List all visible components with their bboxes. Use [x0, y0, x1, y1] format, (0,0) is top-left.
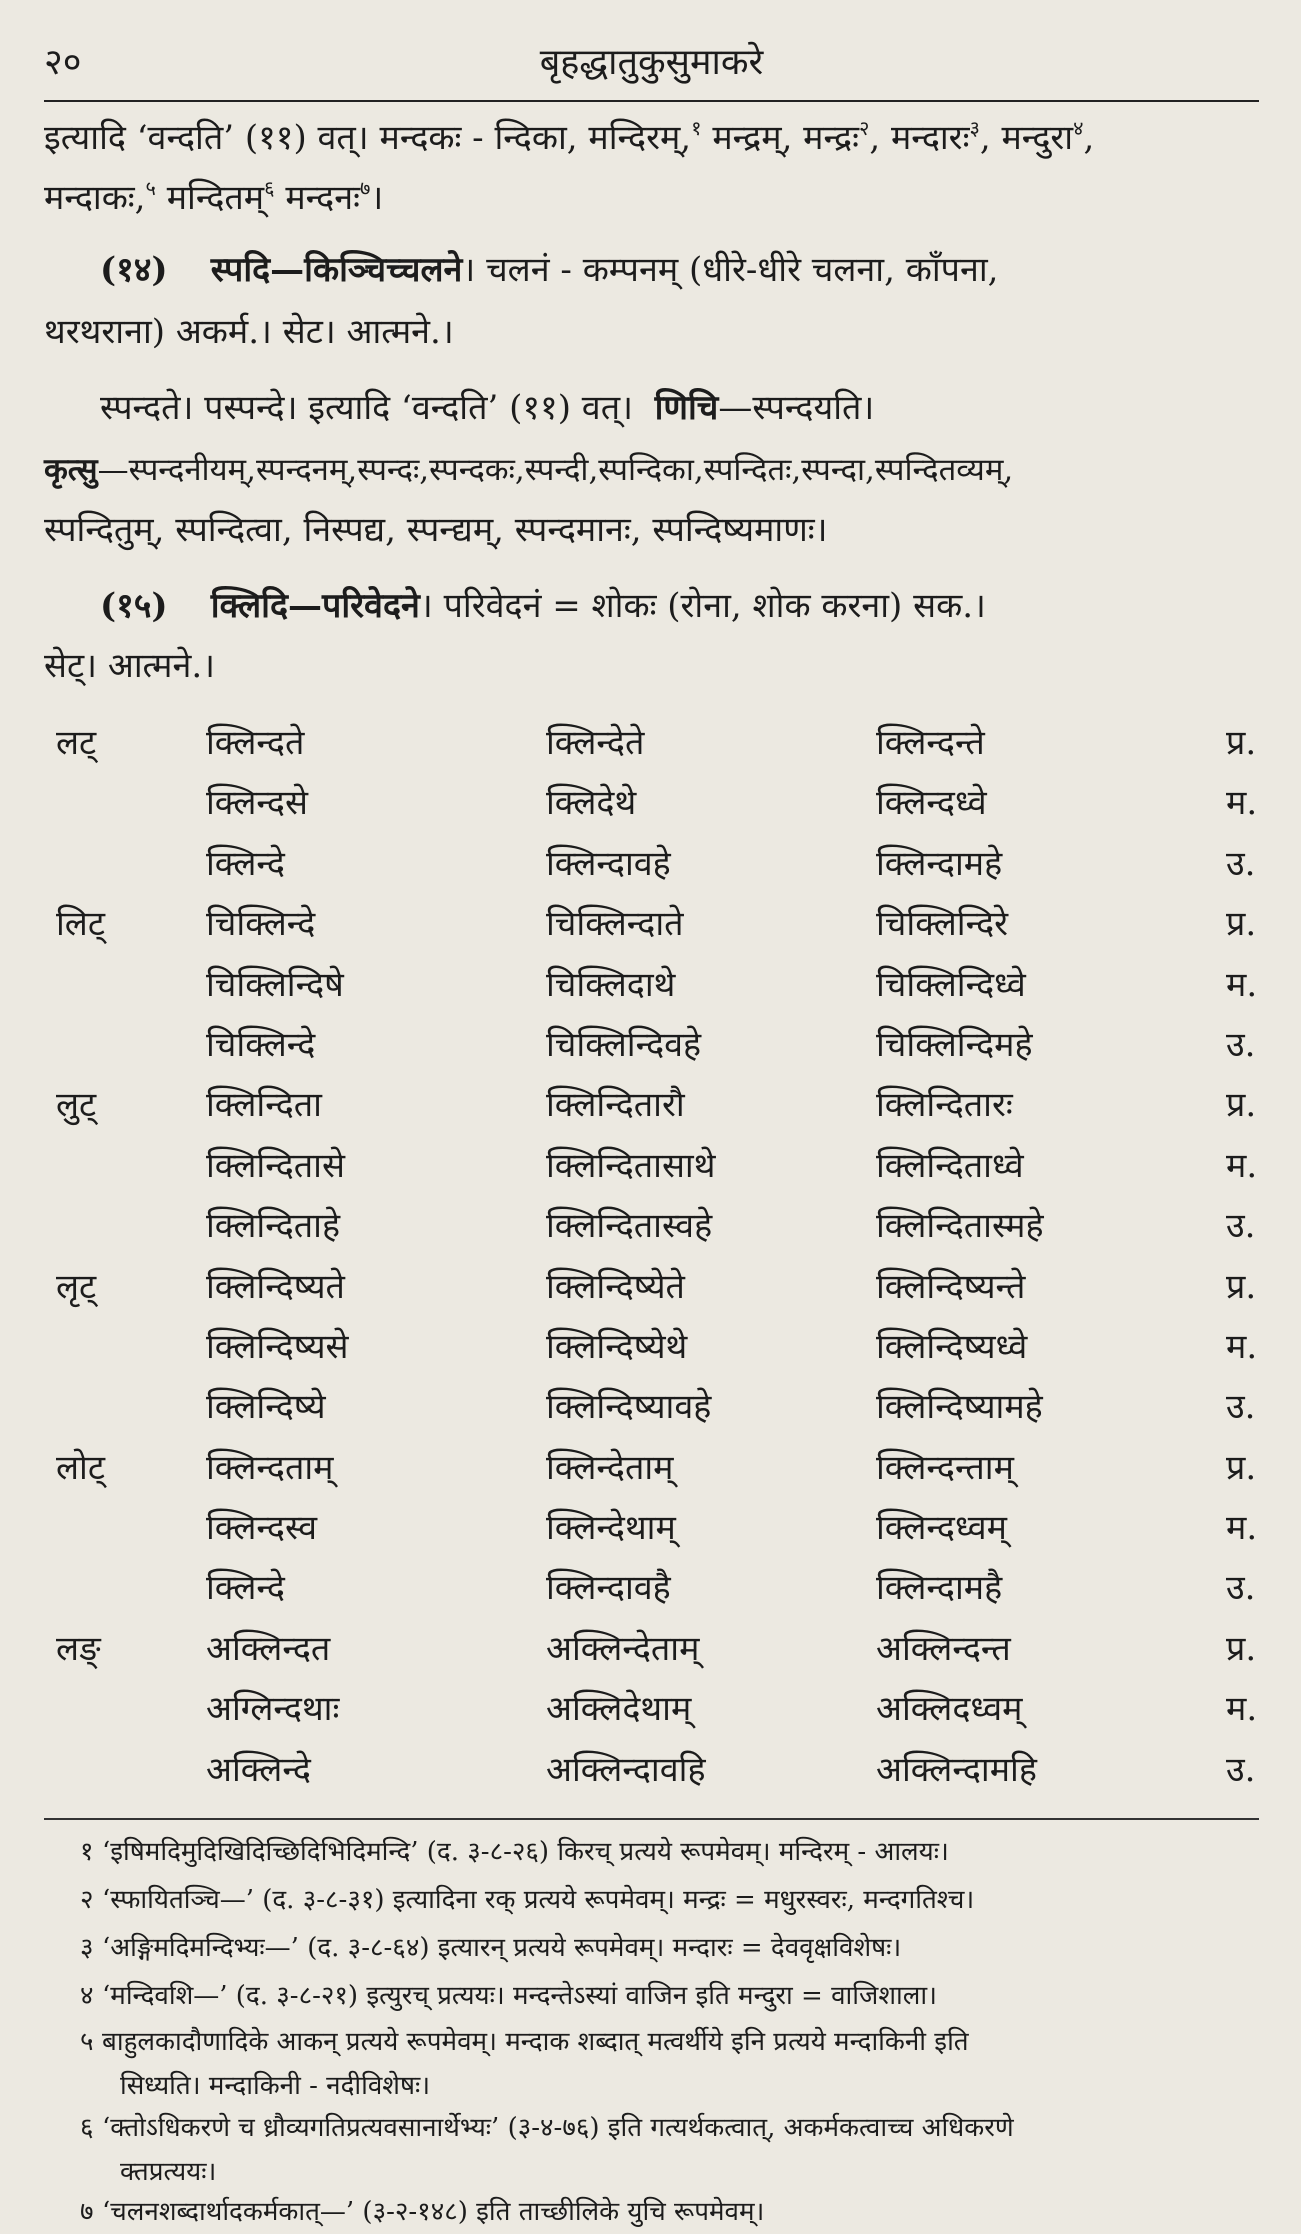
form-singular: अग्लिन्दथाः [206, 1689, 340, 1730]
footnote-number: ६ [80, 2113, 94, 2143]
person-label: म. [1226, 1689, 1258, 1730]
section-number: (१५) [100, 586, 168, 626]
form-singular: क्लिन्दसे [206, 783, 308, 824]
form-singular: क्लिन्दे [206, 843, 285, 884]
person-label: उ. [1226, 1206, 1256, 1247]
person-label: उ. [1226, 843, 1256, 884]
form-dual: चिक्लिन्दाते [546, 904, 684, 945]
form-plural: चिक्लिन्दिमहे [876, 1024, 1033, 1065]
footnote [80, 1926, 1270, 1970]
form-dual: क्लिन्दितास्वहे [546, 1206, 713, 1247]
footnote-rule [44, 1818, 1259, 1820]
table-row [56, 1739, 1266, 1799]
footnote-text: ‘स्फायितञ्चि—’ (द. ३-८-३१) इत्यादिना रक् प्रत्यये रूपमेवम्। मन्द्रः = मधुरस्वरः, मन्दगतिश्च। [102, 1885, 975, 1915]
form-plural: क्लिन्दितास्महे [876, 1206, 1044, 1247]
table-row [56, 1437, 1266, 1497]
table-row [56, 1256, 1266, 1316]
person-label: प्र. [1226, 1628, 1257, 1669]
form-plural: क्लिन्दामहै [876, 1568, 1003, 1609]
footnote-text: ‘इषिमदिमुदिखिदिच्छिदिभिदिमन्दि’ (द. ३-८-२६) किरच् प्रत्यये रूपमेवम्। मन्दिरम् - आलयः। [102, 1837, 949, 1867]
form-plural: अक्लिदध्वम् [876, 1689, 1023, 1730]
person-label: म. [1226, 1508, 1258, 1549]
page-header [44, 36, 1259, 96]
footnote [80, 1830, 1270, 1874]
person-label: प्र. [1226, 1085, 1257, 1126]
form-singular: क्लिन्दते [206, 723, 305, 763]
table-row [56, 1376, 1266, 1436]
paragraph-line: इत्यादि ‘वन्दति’ (११) वत्। मन्दकः - न्दिका, मन्दिरम्,$^१$ मन्द्रम्, मन्द्रः$^२$, मन्दारः$^३$, मन्दुरा$^४$, [44, 116, 1095, 158]
form-plural: क्लिन्दन्ते [876, 723, 985, 763]
form-singular: चिक्लिन्दे [206, 904, 316, 945]
form-singular: क्लिन्दितासे [206, 1145, 345, 1186]
footnote-text: ‘क्तोऽधिकरणे च ध्रौव्यगतिप्रत्यवसानार्थेभ्यः’ (३-४-७६) इति गत्यर्थकत्वात्, अकर्मकत्वाच्च अधिकरणे [102, 2113, 1014, 2143]
running-title: बृहद्धातुकुसुमाकरे [539, 42, 764, 83]
table-row [56, 1135, 1266, 1195]
section-14-heading-line: (१४) स्पदि—किञ्चिच्चलने। चलनं - कम्पनम् (धीरे-धीरे चलना, काँपना, [100, 250, 999, 290]
form-plural: क्लिन्दिष्यन्ते [876, 1266, 1026, 1307]
form-plural: अक्लिन्दन्त [876, 1628, 1011, 1669]
person-label: म. [1226, 1326, 1258, 1367]
person-label: प्र. [1226, 1447, 1257, 1488]
form-dual: अक्लिन्दावहि [546, 1749, 706, 1790]
section-heading: क्लिदि—परिवेदने [210, 586, 420, 626]
form-dual: क्लिन्दावहे [546, 843, 671, 884]
paragraph-line: स्पन्दितुम्, स्पन्दित्वा, निस्पद्य, स्पन्द्यम्, स्पन्दमानः, स्पन्दिष्यमाणः। [44, 510, 828, 550]
person-label: म. [1226, 783, 1258, 824]
footnote [80, 1878, 1270, 1922]
table-row [56, 1618, 1266, 1678]
form-dual: क्लिदेथे [546, 783, 637, 824]
table-row [56, 1316, 1266, 1376]
form-singular: चिक्लिन्दे [206, 1024, 316, 1065]
form-plural: क्लिन्दन्ताम् [876, 1447, 1014, 1488]
person-label: उ. [1226, 1749, 1256, 1790]
person-label: म. [1226, 1145, 1258, 1186]
paragraph-line: मन्दाकः,$^५$ मन्दितम्$^६$ मन्दनः$^७$। [44, 176, 384, 218]
footnote-number: ७ [80, 2197, 94, 2227]
person-label: उ. [1226, 1568, 1256, 1609]
footnote-continuation: क्तप्रत्ययः। [120, 2157, 217, 2187]
table-row [56, 1678, 1266, 1738]
lakara-label: लट् [56, 723, 97, 763]
section-number: (१४) [100, 250, 168, 290]
person-label: प्र. [1226, 1266, 1257, 1307]
form-singular: क्लिन्दे [206, 1568, 285, 1609]
footnote-text: ‘मन्दिवशि—’ (द. ३-८-२१) इत्युरच् प्रत्ययः। मन्दन्तेऽस्यां वाजिन इति मन्दुरा = वाजिशाला। [102, 1981, 937, 2011]
table-row [56, 1195, 1266, 1255]
form-plural: अक्लिन्दामहि [876, 1749, 1037, 1790]
lakara-label: लोट् [56, 1447, 105, 1488]
form-plural: चिक्लिन्दिध्वे [876, 964, 1026, 1005]
paragraph-line: सेट्। आत्मने.। [44, 646, 216, 686]
form-dual: अक्लिदेथाम् [546, 1689, 692, 1730]
footnote-number: २ [80, 1885, 94, 1915]
form-singular: क्लिन्दिष्यते [206, 1266, 345, 1307]
form-dual: क्लिन्दितारौ [546, 1085, 685, 1126]
footnote [80, 1974, 1270, 2018]
footnote-continuation: सिध्यति। मन्दाकिनी - नदीविशेषः। [120, 2071, 431, 2101]
footnote-number: ५ [80, 2027, 94, 2057]
person-label: प्र. [1226, 904, 1257, 945]
form-singular: चिक्लिन्दिषे [206, 964, 344, 1005]
footnote-number: ४ [80, 1981, 94, 2011]
person-label: उ. [1226, 1024, 1256, 1065]
form-plural: क्लिन्दितारः [876, 1085, 1013, 1126]
form-dual: क्लिन्दिष्येते [546, 1266, 685, 1307]
form-singular: क्लिन्दस्व [206, 1508, 318, 1549]
page-number: २० [44, 42, 82, 83]
footnote-number: ३ [80, 1933, 94, 1963]
conjugation-table [56, 712, 1266, 1799]
form-plural: क्लिन्दिष्यध्वे [876, 1326, 1028, 1367]
form-dual: चिक्लिदाथे [546, 964, 676, 1005]
form-dual: क्लिन्देते [546, 723, 645, 763]
form-singular: क्लिन्दिता [206, 1085, 322, 1126]
form-singular: क्लिन्दिताहे [206, 1206, 340, 1247]
person-label: उ. [1226, 1387, 1256, 1428]
lakara-label: लृट् [56, 1266, 97, 1307]
footnote [80, 2190, 1270, 2234]
form-plural: क्लिन्दामहे [876, 843, 1003, 884]
footnote-text: ‘अङ्गिमदिमन्दिभ्यः—’ (द. ३-८-६४) इत्यारन् प्रत्यये रूपमेवम्। मन्दारः = देववृक्षविशेषः। [102, 1933, 902, 1963]
table-row [56, 1497, 1266, 1557]
form-plural: क्लिन्दध्वम् [876, 1508, 1007, 1549]
person-label: म. [1226, 964, 1258, 1005]
lakara-label: लुट् [56, 1085, 97, 1126]
footnote-text: बाहुलकादौणादिके आकन् प्रत्यये रूपमेवम्। मन्दाक शब्दात् मत्वर्थीये इनि प्रत्यये मन्दाकिनी इति [102, 2027, 969, 2057]
paragraph-line: स्पन्दते। पस्पन्दे। इत्यादि ‘वन्दति’ (११) वत्। णिचि—स्पन्दयति। [100, 388, 875, 428]
form-dual: क्लिन्दिष्येथे [546, 1326, 688, 1367]
form-dual: क्लिन्दितासाथे [546, 1145, 716, 1186]
table-row [56, 772, 1266, 832]
footnote-text: ‘चलनशब्दार्थादकर्मकात्—’ (३-२-१४८) इति ताच्छीलिके युचि रूपमेवम्। [102, 2197, 765, 2227]
form-dual: क्लिन्देताम् [546, 1447, 674, 1488]
form-plural: क्लिन्दध्वे [876, 783, 987, 824]
form-singular: क्लिन्दताम् [206, 1447, 334, 1488]
person-label: प्र. [1226, 723, 1257, 763]
header-rule [44, 100, 1259, 102]
table-row [56, 1014, 1266, 1074]
form-dual: क्लिन्दावहै [546, 1568, 671, 1609]
footnote-number: १ [80, 1837, 94, 1867]
form-singular: क्लिन्दिष्यसे [206, 1326, 349, 1367]
lakara-label: लिट् [56, 904, 105, 945]
form-plural: क्लिन्दिताध्वे [876, 1145, 1024, 1186]
table-row [56, 712, 1266, 772]
form-plural: क्लिन्दिष्यामहे [876, 1387, 1043, 1428]
table-row [56, 893, 1266, 953]
form-plural: चिक्लिन्दिरे [876, 904, 1009, 945]
footnote [80, 2106, 1270, 2194]
table-row [56, 1557, 1266, 1617]
form-dual: क्लिन्देथाम् [546, 1508, 676, 1549]
table-row [56, 1074, 1266, 1134]
table-row [56, 954, 1266, 1014]
form-singular: अक्लिन्दत [206, 1628, 331, 1669]
paragraph-line: थरथराना) अकर्म.। सेट। आत्मने.। [44, 312, 454, 352]
section-heading: स्पदि—किञ्चिच्चलने [210, 250, 463, 290]
table-row [56, 833, 1266, 893]
section-15-heading-line: (१५) क्लिदि—परिवेदने। परिवेदनं = शोकः (रोना, शोक करना) सक.। [100, 586, 986, 626]
form-singular: अक्लिन्दे [206, 1749, 311, 1790]
lakara-label: लङ् [56, 1628, 101, 1669]
form-singular: क्लिन्दिष्ये [206, 1387, 326, 1428]
paragraph-line: कृत्सु—स्पन्दनीयम्,स्पन्दनम्,स्पन्दः,स्पन्दकः,स्पन्दी,स्पन्दिका,स्पन्दितः,स्पन्दा,स्पन्दितव्यम्, [44, 452, 1014, 488]
form-dual: क्लिन्दिष्यावहे [546, 1387, 712, 1428]
form-dual: चिक्लिन्दिवहे [546, 1024, 702, 1065]
form-dual: अक्लिन्देताम् [546, 1628, 700, 1669]
footnote [80, 2020, 1270, 2108]
